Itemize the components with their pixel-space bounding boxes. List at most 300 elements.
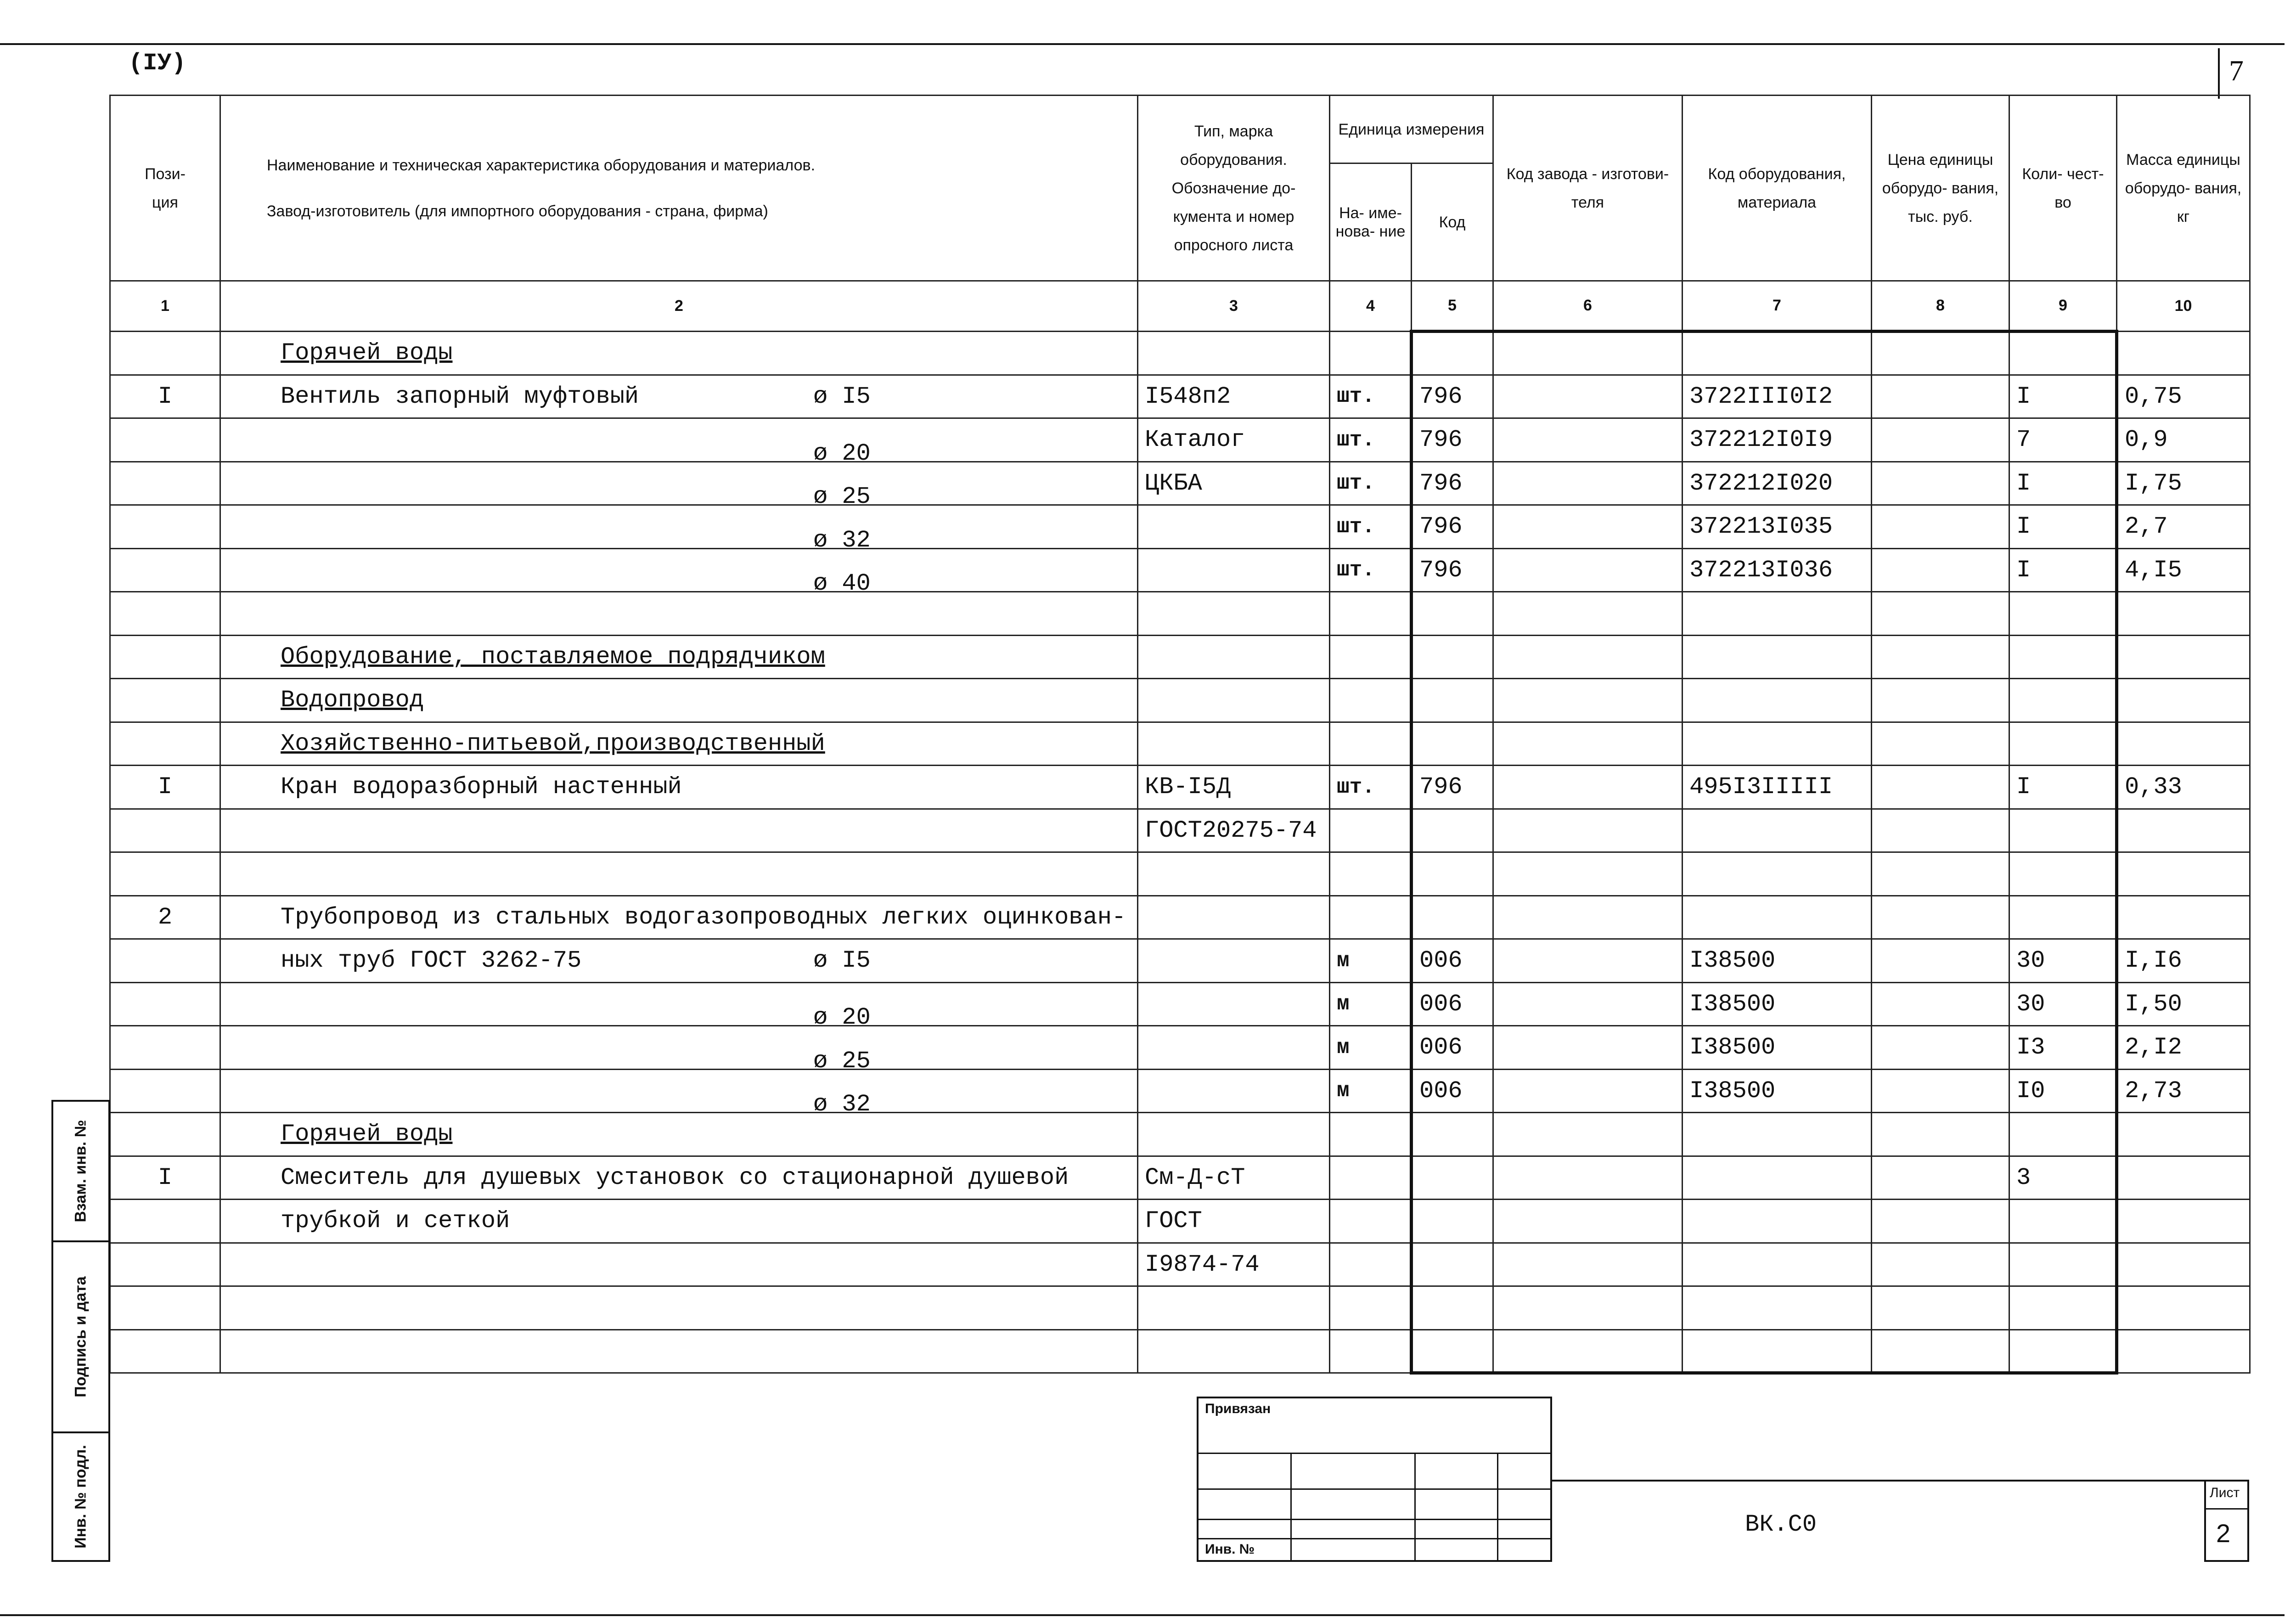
inv-no-label: Инв. № <box>1205 1542 1255 1557</box>
cell-position: I <box>110 766 220 809</box>
cell-manufacturer-code <box>1493 1200 1683 1243</box>
cell-equipment-code: I38500 <box>1683 1026 1872 1070</box>
cell-unit-code <box>1412 809 1493 852</box>
cell-type: См-Д-сТ <box>1138 1156 1330 1200</box>
cell-equipment-code <box>1683 1156 1872 1200</box>
table-row <box>110 722 2250 766</box>
nominal-diameter: ø 40 <box>813 570 871 592</box>
cell-price <box>1872 896 2009 939</box>
cell-quantity: 7 <box>2009 418 2117 462</box>
cell-price <box>1872 852 2009 896</box>
cell-position <box>110 982 220 1026</box>
cell-equipment-code <box>1683 635 1872 679</box>
nominal-diameter: ø 25 <box>813 483 871 505</box>
cell-unit-code <box>1412 852 1493 896</box>
side-stamp-inv-orig: Инв. № подл. <box>51 1431 110 1562</box>
cell-price <box>1872 1200 2009 1243</box>
header-name: Наименование и техническая характеристика оборудования и материалов. Завод-изготовитель (для импортного оборудования - страна, фирма) <box>220 96 1138 281</box>
table-row <box>110 679 2250 722</box>
cell-unit <box>1330 1330 1412 1373</box>
cell-quantity: I <box>2009 766 2117 809</box>
cell-name <box>220 1200 1138 1243</box>
table-row <box>110 1286 2250 1330</box>
header-quantity: Коли- чест- во <box>2009 96 2117 281</box>
cell-price <box>1872 1156 2009 1200</box>
cell-manufacturer-code <box>1493 722 1683 766</box>
cell-unit: м <box>1330 939 1412 983</box>
cell-price <box>1872 375 2009 418</box>
item-name: трубкой и сеткой <box>281 1207 510 1235</box>
cell-quantity <box>2009 896 2117 939</box>
cell-mass: 0,33 <box>2117 766 2250 809</box>
cell-unit-code <box>1412 1243 1493 1286</box>
cell-equipment-code <box>1683 592 1872 636</box>
nominal-diameter: ø I5 <box>813 383 871 410</box>
column-number: 5 <box>1412 281 1493 332</box>
cell-type <box>1138 1113 1330 1156</box>
cell-price <box>1872 635 2009 679</box>
cell-price <box>1872 1243 2009 1286</box>
item-name: Горячей воды <box>281 339 453 367</box>
cell-quantity: I3 <box>2009 1026 2117 1070</box>
table-row <box>110 982 2250 1026</box>
cell-name <box>220 332 1138 375</box>
item-name: Смеситель для душевых установок со стационарной душевой <box>281 1164 1069 1191</box>
cell-quantity: I <box>2009 462 2117 505</box>
cell-mass <box>2117 896 2250 939</box>
cell-quantity <box>2009 592 2117 636</box>
cell-position <box>110 1026 220 1070</box>
cell-equipment-code: I38500 <box>1683 982 1872 1026</box>
cell-unit: м <box>1330 982 1412 1026</box>
side-stamp-sign-date: Подпись и дата <box>51 1240 110 1433</box>
cell-type: I9874-74 <box>1138 1243 1330 1286</box>
cell-mass <box>2117 809 2250 852</box>
table-row <box>110 1156 2250 1200</box>
nominal-diameter: ø 25 <box>813 1047 871 1069</box>
cell-mass <box>2117 679 2250 722</box>
item-name: ных труб ГОСТ 3262-75 <box>281 947 582 975</box>
cell-manufacturer-code <box>1493 939 1683 983</box>
cell-mass <box>2117 852 2250 896</box>
cell-type: ЦКБА <box>1138 462 1330 505</box>
cell-price <box>1872 462 2009 505</box>
cell-manufacturer-code <box>1493 809 1683 852</box>
cell-type <box>1138 1069 1330 1113</box>
nominal-diameter: ø 32 <box>813 1091 871 1113</box>
cell-unit-code <box>1412 1156 1493 1200</box>
cell-mass <box>2117 1156 2250 1200</box>
cell-mass: 2,7 <box>2117 505 2250 549</box>
cell-unit-code: 796 <box>1412 375 1493 418</box>
cell-type: ГОСТ <box>1138 1200 1330 1243</box>
cell-unit <box>1330 1243 1412 1286</box>
cell-equipment-code <box>1683 1286 1872 1330</box>
cell-mass: 0,9 <box>2117 418 2250 462</box>
cell-unit <box>1330 852 1412 896</box>
table-row <box>110 548 2250 592</box>
cell-unit: шт. <box>1330 505 1412 549</box>
cell-equipment-code: I38500 <box>1683 1069 1872 1113</box>
cell-mass <box>2117 1113 2250 1156</box>
cell-unit <box>1330 332 1412 375</box>
cell-unit-code <box>1412 679 1493 722</box>
column-number: 7 <box>1683 281 1872 332</box>
nominal-diameter: ø I5 <box>813 947 871 975</box>
cell-name <box>220 1069 1138 1113</box>
cell-name <box>220 896 1138 939</box>
cell-mass: 2,I2 <box>2117 1026 2250 1070</box>
cell-type <box>1138 1330 1330 1373</box>
cell-unit-code <box>1412 1200 1493 1243</box>
table-row <box>110 809 2250 852</box>
cell-position <box>110 1286 220 1330</box>
cell-equipment-code: 372213I036 <box>1683 548 1872 592</box>
cell-price <box>1872 548 2009 592</box>
cell-manufacturer-code <box>1493 635 1683 679</box>
cell-equipment-code: 372212I020 <box>1683 462 1872 505</box>
cell-price <box>1872 592 2009 636</box>
cell-name <box>220 722 1138 766</box>
attachment-stamp <box>1197 1397 1552 1562</box>
cell-quantity <box>2009 809 2117 852</box>
cell-mass <box>2117 1330 2250 1373</box>
cell-manufacturer-code <box>1493 1113 1683 1156</box>
cell-name <box>220 592 1138 636</box>
cell-price <box>1872 1330 2009 1373</box>
cell-name <box>220 1026 1138 1070</box>
header-mass: Масса единицы оборудо- вания, кг <box>2117 96 2250 281</box>
cell-manufacturer-code <box>1493 462 1683 505</box>
cell-mass <box>2117 1286 2250 1330</box>
table-row <box>110 332 2250 375</box>
cell-quantity <box>2009 332 2117 375</box>
cell-mass <box>2117 332 2250 375</box>
cell-name <box>220 766 1138 809</box>
cell-name <box>220 1113 1138 1156</box>
table-row <box>110 635 2250 679</box>
cell-position <box>110 722 220 766</box>
cell-unit-code: 796 <box>1412 418 1493 462</box>
table-row <box>110 1200 2250 1243</box>
cell-quantity: 3 <box>2009 1156 2117 1200</box>
cell-unit-code <box>1412 1113 1493 1156</box>
cell-manufacturer-code <box>1493 852 1683 896</box>
cell-manufacturer-code <box>1493 332 1683 375</box>
cell-unit-code: 796 <box>1412 548 1493 592</box>
cell-unit <box>1330 809 1412 852</box>
cell-position <box>110 809 220 852</box>
document-code: ВК.С0 <box>1745 1511 1817 1538</box>
cell-type <box>1138 852 1330 896</box>
cell-unit-code <box>1412 635 1493 679</box>
cell-mass: I,75 <box>2117 462 2250 505</box>
cell-equipment-code <box>1683 1330 1872 1373</box>
cell-unit: шт. <box>1330 766 1412 809</box>
cell-quantity: 30 <box>2009 982 2117 1026</box>
cell-mass: 0,75 <box>2117 375 2250 418</box>
header-type: Тип, марка оборудования. Обозначение до- кумента и номер опросного листа <box>1138 96 1330 281</box>
cell-type <box>1138 635 1330 679</box>
cell-name <box>220 1286 1138 1330</box>
cell-unit <box>1330 679 1412 722</box>
cell-name <box>220 635 1138 679</box>
cell-equipment-code: 372212I0I9 <box>1683 418 1872 462</box>
cell-price <box>1872 505 2009 549</box>
cell-price <box>1872 1069 2009 1113</box>
cell-position <box>110 505 220 549</box>
title-block-line <box>1552 1480 2249 1482</box>
cell-manufacturer-code <box>1493 505 1683 549</box>
cell-type <box>1138 332 1330 375</box>
cell-unit <box>1330 635 1412 679</box>
cell-unit <box>1330 1200 1412 1243</box>
cell-mass: 2,73 <box>2117 1069 2250 1113</box>
cell-position <box>110 548 220 592</box>
nominal-diameter: ø 20 <box>813 1004 871 1026</box>
cell-price <box>1872 332 2009 375</box>
table-row <box>110 1330 2250 1373</box>
cell-manufacturer-code <box>1493 1286 1683 1330</box>
cell-unit: шт. <box>1330 548 1412 592</box>
cell-equipment-code <box>1683 679 1872 722</box>
cell-manufacturer-code <box>1493 896 1683 939</box>
cell-unit: шт. <box>1330 462 1412 505</box>
cell-position <box>110 332 220 375</box>
cell-unit <box>1330 592 1412 636</box>
cell-type: I548п2 <box>1138 375 1330 418</box>
cell-type <box>1138 505 1330 549</box>
cell-mass: 4,I5 <box>2117 548 2250 592</box>
cell-unit: м <box>1330 1026 1412 1070</box>
sheet-label: Лист <box>2210 1485 2240 1500</box>
cell-quantity: I <box>2009 375 2117 418</box>
cell-unit-code <box>1412 896 1493 939</box>
table-row <box>110 1026 2250 1070</box>
cell-equipment-code: 495I3IIIII <box>1683 766 1872 809</box>
cell-manufacturer-code <box>1493 548 1683 592</box>
cell-unit-code: 006 <box>1412 1026 1493 1070</box>
item-name: Вентиль запорный муфтовый <box>281 383 639 410</box>
table-row <box>110 375 2250 418</box>
cell-type <box>1138 896 1330 939</box>
cell-quantity: 30 <box>2009 939 2117 983</box>
cell-manufacturer-code <box>1493 1156 1683 1200</box>
cell-quantity <box>2009 1113 2117 1156</box>
cell-position <box>110 1200 220 1243</box>
cell-position <box>110 679 220 722</box>
sheet-value: 2 <box>2216 1519 2231 1548</box>
cell-type <box>1138 722 1330 766</box>
column-number: 1 <box>110 281 220 332</box>
cell-price <box>1872 679 2009 722</box>
cell-unit: шт. <box>1330 418 1412 462</box>
cell-name <box>220 852 1138 896</box>
nominal-diameter: ø 32 <box>813 526 871 548</box>
cell-position <box>110 1243 220 1286</box>
cell-quantity <box>2009 1243 2117 1286</box>
cell-quantity <box>2009 1286 2117 1330</box>
cell-quantity <box>2009 852 2117 896</box>
cell-name <box>220 679 1138 722</box>
specification-table <box>109 95 2251 1375</box>
cell-manufacturer-code <box>1493 592 1683 636</box>
header-price: Цена единицы оборудо- вания, тыс. руб. <box>1872 96 2009 281</box>
cell-unit-code: 006 <box>1412 982 1493 1026</box>
header-position: Пози- ция <box>110 96 220 281</box>
cell-type <box>1138 592 1330 636</box>
cell-position <box>110 1113 220 1156</box>
cell-mass <box>2117 635 2250 679</box>
cell-name <box>220 375 1138 418</box>
sheet-number: 7 <box>2218 48 2264 99</box>
table-row <box>110 896 2250 939</box>
table-row <box>110 1069 2250 1113</box>
table-row <box>110 1243 2250 1286</box>
cell-manufacturer-code <box>1493 1026 1683 1070</box>
cell-unit-code: 796 <box>1412 766 1493 809</box>
cell-unit-code: 006 <box>1412 1069 1493 1113</box>
cell-manufacturer-code <box>1493 982 1683 1026</box>
cell-unit <box>1330 1286 1412 1330</box>
cell-equipment-code: I38500 <box>1683 939 1872 983</box>
cell-price <box>1872 1026 2009 1070</box>
cell-price <box>1872 418 2009 462</box>
column-number: 8 <box>1872 281 2009 332</box>
cell-position: I <box>110 1156 220 1200</box>
cell-name <box>220 462 1138 505</box>
cell-type <box>1138 679 1330 722</box>
cell-equipment-code <box>1683 1113 1872 1156</box>
cell-type <box>1138 1286 1330 1330</box>
sheet-box <box>2204 1480 2249 1562</box>
cell-name <box>220 1243 1138 1286</box>
cell-unit-code <box>1412 332 1493 375</box>
column-number: 3 <box>1138 281 1330 332</box>
cell-mass <box>2117 1243 2250 1286</box>
cell-mass <box>2117 1200 2250 1243</box>
cell-manufacturer-code <box>1493 1069 1683 1113</box>
cell-unit-code: 796 <box>1412 462 1493 505</box>
cell-position <box>110 1330 220 1373</box>
cell-quantity: I <box>2009 505 2117 549</box>
header-manufacturer-code: Код завода - изготови- теля <box>1493 96 1683 281</box>
cell-price <box>1872 1113 2009 1156</box>
cell-quantity: I0 <box>2009 1069 2117 1113</box>
attached-label: Привязан <box>1205 1401 1271 1416</box>
cell-name <box>220 548 1138 592</box>
cell-manufacturer-code <box>1493 679 1683 722</box>
table-row <box>110 766 2250 809</box>
table-row <box>110 1113 2250 1156</box>
cell-price <box>1872 722 2009 766</box>
cell-manufacturer-code <box>1493 375 1683 418</box>
cell-unit: м <box>1330 1069 1412 1113</box>
cell-mass: I,50 <box>2117 982 2250 1026</box>
nominal-diameter: ø 20 <box>813 439 871 462</box>
cell-position: I <box>110 375 220 418</box>
cell-type: Каталог <box>1138 418 1330 462</box>
cell-price <box>1872 1286 2009 1330</box>
cell-unit-code <box>1412 1286 1493 1330</box>
table-row <box>110 418 2250 462</box>
cell-position <box>110 462 220 505</box>
cell-equipment-code <box>1683 809 1872 852</box>
cell-mass: I,I6 <box>2117 939 2250 983</box>
cell-name <box>220 809 1138 852</box>
cell-quantity <box>2009 1200 2117 1243</box>
cell-type: ГОСТ20275-74 <box>1138 809 1330 852</box>
header-unit-name: На- име- нова- ние <box>1330 163 1412 281</box>
table-row <box>110 852 2250 896</box>
column-number: 9 <box>2009 281 2117 332</box>
cell-quantity <box>2009 1330 2117 1373</box>
item-name: Хозяйственно-питьевой,производственный <box>281 730 825 757</box>
column-number: 2 <box>220 281 1138 332</box>
item-name: Водопровод <box>281 687 424 714</box>
item-name: Кран водоразборный настенный <box>281 773 682 801</box>
cell-mass <box>2117 592 2250 636</box>
cell-type <box>1138 982 1330 1026</box>
cell-type <box>1138 1026 1330 1070</box>
cell-name <box>220 1330 1138 1373</box>
cell-manufacturer-code <box>1493 1243 1683 1286</box>
column-number: 4 <box>1330 281 1412 332</box>
cell-manufacturer-code <box>1493 1330 1683 1373</box>
table-row <box>110 939 2250 983</box>
cell-name <box>220 939 1138 983</box>
cell-name <box>220 1156 1138 1200</box>
cell-equipment-code <box>1683 1200 1872 1243</box>
cell-type: КВ-I5Д <box>1138 766 1330 809</box>
cell-position <box>110 939 220 983</box>
cell-manufacturer-code <box>1493 766 1683 809</box>
column-number: 6 <box>1493 281 1683 332</box>
cell-unit-code: 006 <box>1412 939 1493 983</box>
cell-price <box>1872 939 2009 983</box>
cell-position <box>110 418 220 462</box>
cell-quantity <box>2009 679 2117 722</box>
cell-position <box>110 635 220 679</box>
cell-quantity <box>2009 722 2117 766</box>
cell-name <box>220 982 1138 1026</box>
header-unit-group: Единица измерения <box>1330 96 1493 163</box>
column-number: 10 <box>2117 281 2250 332</box>
cell-equipment-code <box>1683 1243 1872 1286</box>
cell-equipment-code: 3722III0I2 <box>1683 375 1872 418</box>
cell-position: 2 <box>110 896 220 939</box>
document-tag: (IУ) <box>129 50 186 77</box>
cell-equipment-code <box>1683 896 1872 939</box>
cell-position <box>110 1069 220 1113</box>
cell-equipment-code <box>1683 332 1872 375</box>
cell-unit-code <box>1412 722 1493 766</box>
header-equipment-code: Код оборудования, материала <box>1683 96 1872 281</box>
cell-quantity <box>2009 635 2117 679</box>
cell-type <box>1138 939 1330 983</box>
cell-name <box>220 505 1138 549</box>
cell-quantity: I <box>2009 548 2117 592</box>
cell-manufacturer-code <box>1493 418 1683 462</box>
cell-name <box>220 418 1138 462</box>
cell-unit-code <box>1412 1330 1493 1373</box>
cell-equipment-code <box>1683 852 1872 896</box>
table-row <box>110 592 2250 636</box>
cell-unit-code <box>1412 592 1493 636</box>
cell-unit: шт. <box>1330 375 1412 418</box>
cell-equipment-code: 372213I035 <box>1683 505 1872 549</box>
cell-type <box>1138 548 1330 592</box>
